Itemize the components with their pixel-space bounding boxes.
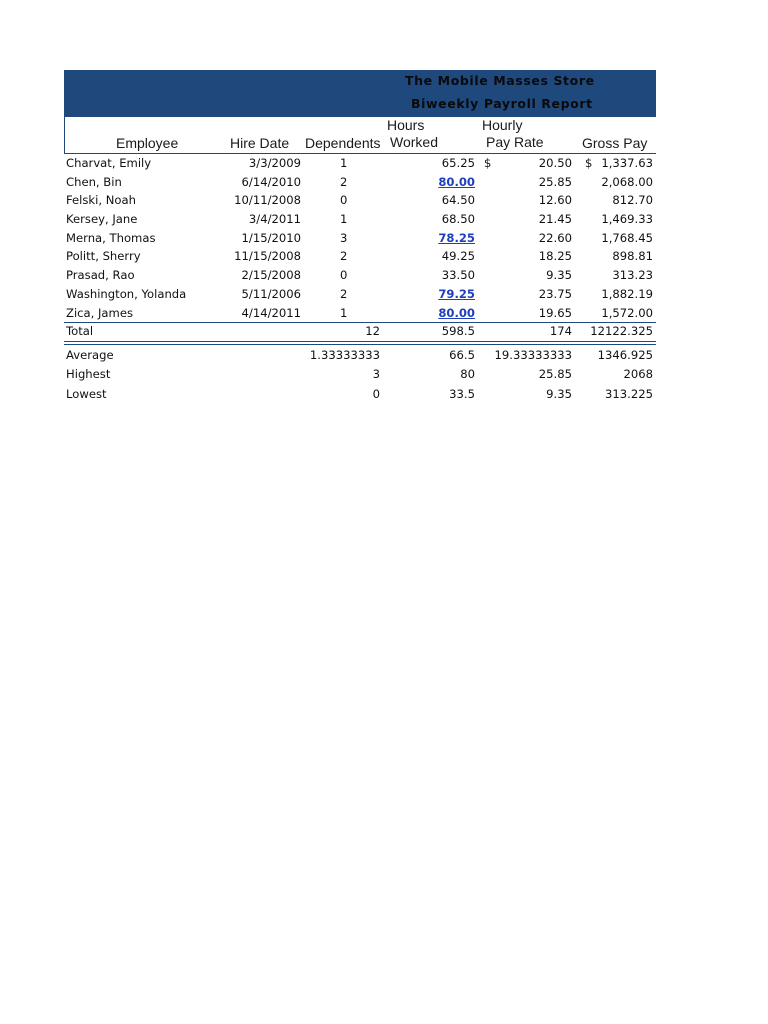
cell-hours: 33.50	[441, 268, 475, 283]
total-row	[64, 322, 656, 345]
stat-gross: 313.225	[605, 386, 653, 401]
stat-hours: 33.5	[449, 386, 475, 401]
stats-row-average	[64, 346, 656, 365]
cell-dependents: 1	[340, 156, 348, 170]
cell-employee: Charvat, Emily	[66, 156, 152, 170]
cell-rate: 9.35	[546, 268, 572, 283]
stat-gross: 2068	[623, 367, 653, 382]
cell-dependents: 1	[340, 212, 348, 227]
cell-gross: 1,337.63	[601, 156, 653, 170]
table-row	[64, 304, 656, 323]
cell-employee: Felski, Noah	[66, 193, 136, 208]
cell-gross: 1,572.00	[601, 305, 653, 320]
stat-rate: 25.85	[538, 367, 572, 382]
cell-gross: 1,469.33	[601, 212, 653, 227]
table-row	[64, 285, 656, 304]
cell-hire-date: 3/4/2011	[248, 212, 301, 227]
header-hours-line2: Worked	[390, 134, 438, 150]
cell-dependents: 3	[340, 230, 348, 245]
stat-label: Lowest	[66, 386, 107, 401]
stat-label: Highest	[66, 367, 111, 382]
stat-label: Average	[66, 348, 114, 363]
stat-gross: 1346.925	[597, 348, 653, 363]
cell-hire-date: 5/11/2006	[241, 286, 301, 301]
cell-dependents: 2	[340, 174, 348, 189]
stat-rate: 9.35	[546, 386, 572, 401]
cell-hours-link[interactable]: 80.00	[438, 174, 475, 189]
table-row	[64, 191, 656, 210]
employee-rows	[64, 154, 656, 322]
cell-employee: Politt, Sherry	[66, 249, 141, 264]
total-dependents: 12	[365, 324, 380, 339]
header-hours-line1: Hours	[387, 117, 425, 133]
header-gross-pay: Gross Pay	[582, 135, 648, 151]
cell-dependents: 0	[340, 193, 348, 208]
header-dependents: Dependents	[305, 135, 381, 151]
currency-symbol: $	[484, 156, 492, 170]
table-row	[64, 210, 656, 229]
cell-hire-date: 6/14/2010	[241, 174, 301, 189]
stats-row-highest	[64, 365, 656, 384]
cell-hire-date: 3/3/2009	[248, 156, 301, 170]
stat-hours: 66.5	[449, 348, 475, 363]
cell-hours: 65.25	[441, 156, 475, 170]
cell-hire-date: 11/15/2008	[234, 249, 301, 264]
cell-hours: 64.50	[441, 193, 475, 208]
table-row	[64, 154, 656, 173]
cell-dependents: 2	[340, 286, 348, 301]
header-hire-date: Hire Date	[230, 135, 290, 151]
header-employee: Employee	[116, 135, 179, 151]
cell-gross: 898.81	[612, 249, 653, 264]
currency-symbol: $	[585, 156, 593, 170]
total-gross: 12122.325	[590, 324, 653, 339]
stat-dependents: 1.33333333	[309, 348, 380, 363]
cell-employee: Zica, James	[66, 305, 134, 320]
cell-rate: 21.45	[538, 212, 572, 227]
cell-rate: 12.60	[538, 193, 572, 208]
cell-hours: 68.50	[441, 212, 475, 227]
cell-hire-date: 4/14/2011	[241, 305, 301, 320]
cell-hours: 49.25	[441, 249, 475, 264]
stat-dependents: 3	[372, 367, 380, 382]
title-band	[64, 70, 656, 117]
cell-rate: 18.25	[538, 249, 572, 264]
column-header-row	[64, 117, 656, 154]
cell-gross: 2,068.00	[601, 174, 653, 189]
cell-rate: 20.50	[538, 156, 572, 170]
cell-hours-link[interactable]: 80.00	[438, 305, 475, 320]
header-rate-line1: Hourly	[482, 117, 523, 133]
total-label: Total	[66, 324, 94, 339]
cell-dependents: 2	[340, 249, 348, 264]
cell-dependents: 1	[340, 305, 348, 320]
cell-hire-date: 1/15/2010	[241, 230, 301, 245]
header-rate-line2: Pay Rate	[486, 134, 544, 150]
table-row	[64, 173, 656, 192]
cell-dependents: 0	[340, 268, 348, 283]
cell-hours-link[interactable]: 79.25	[438, 286, 475, 301]
cell-employee: Kersey, Jane	[66, 212, 138, 227]
stat-hours: 80	[460, 367, 475, 382]
table-row	[64, 266, 656, 285]
cell-employee: Washington, Yolanda	[66, 286, 187, 301]
cell-hours-link[interactable]: 78.25	[438, 230, 475, 245]
cell-employee: Chen, Bin	[66, 174, 122, 189]
stats-row-lowest	[64, 385, 656, 404]
stat-dependents: 0	[372, 386, 380, 401]
report-title: The Mobile Masses Store	[405, 73, 595, 88]
cell-employee: Merna, Thomas	[66, 230, 156, 245]
payroll-sheet	[64, 70, 656, 404]
total-rate: 174	[549, 324, 572, 339]
cell-rate: 19.65	[538, 305, 572, 320]
cell-rate: 25.85	[538, 174, 572, 189]
cell-rate: 23.75	[538, 286, 572, 301]
stat-rate: 19.33333333	[494, 348, 572, 363]
summary-stats	[64, 346, 656, 404]
cell-gross: 812.70	[612, 193, 653, 208]
cell-gross: 1,882.19	[601, 286, 653, 301]
cell-employee: Prasad, Rao	[66, 268, 135, 283]
cell-gross: 1,768.45	[601, 230, 653, 245]
table-row	[64, 247, 656, 266]
cell-rate: 22.60	[538, 230, 572, 245]
table-row	[64, 229, 656, 248]
report-subtitle: Biweekly Payroll Report	[411, 96, 593, 111]
total-hours: 598.5	[441, 324, 475, 339]
cell-hire-date: 2/15/2008	[241, 268, 301, 283]
cell-gross: 313.23	[612, 268, 653, 283]
cell-hire-date: 10/11/2008	[234, 193, 301, 208]
